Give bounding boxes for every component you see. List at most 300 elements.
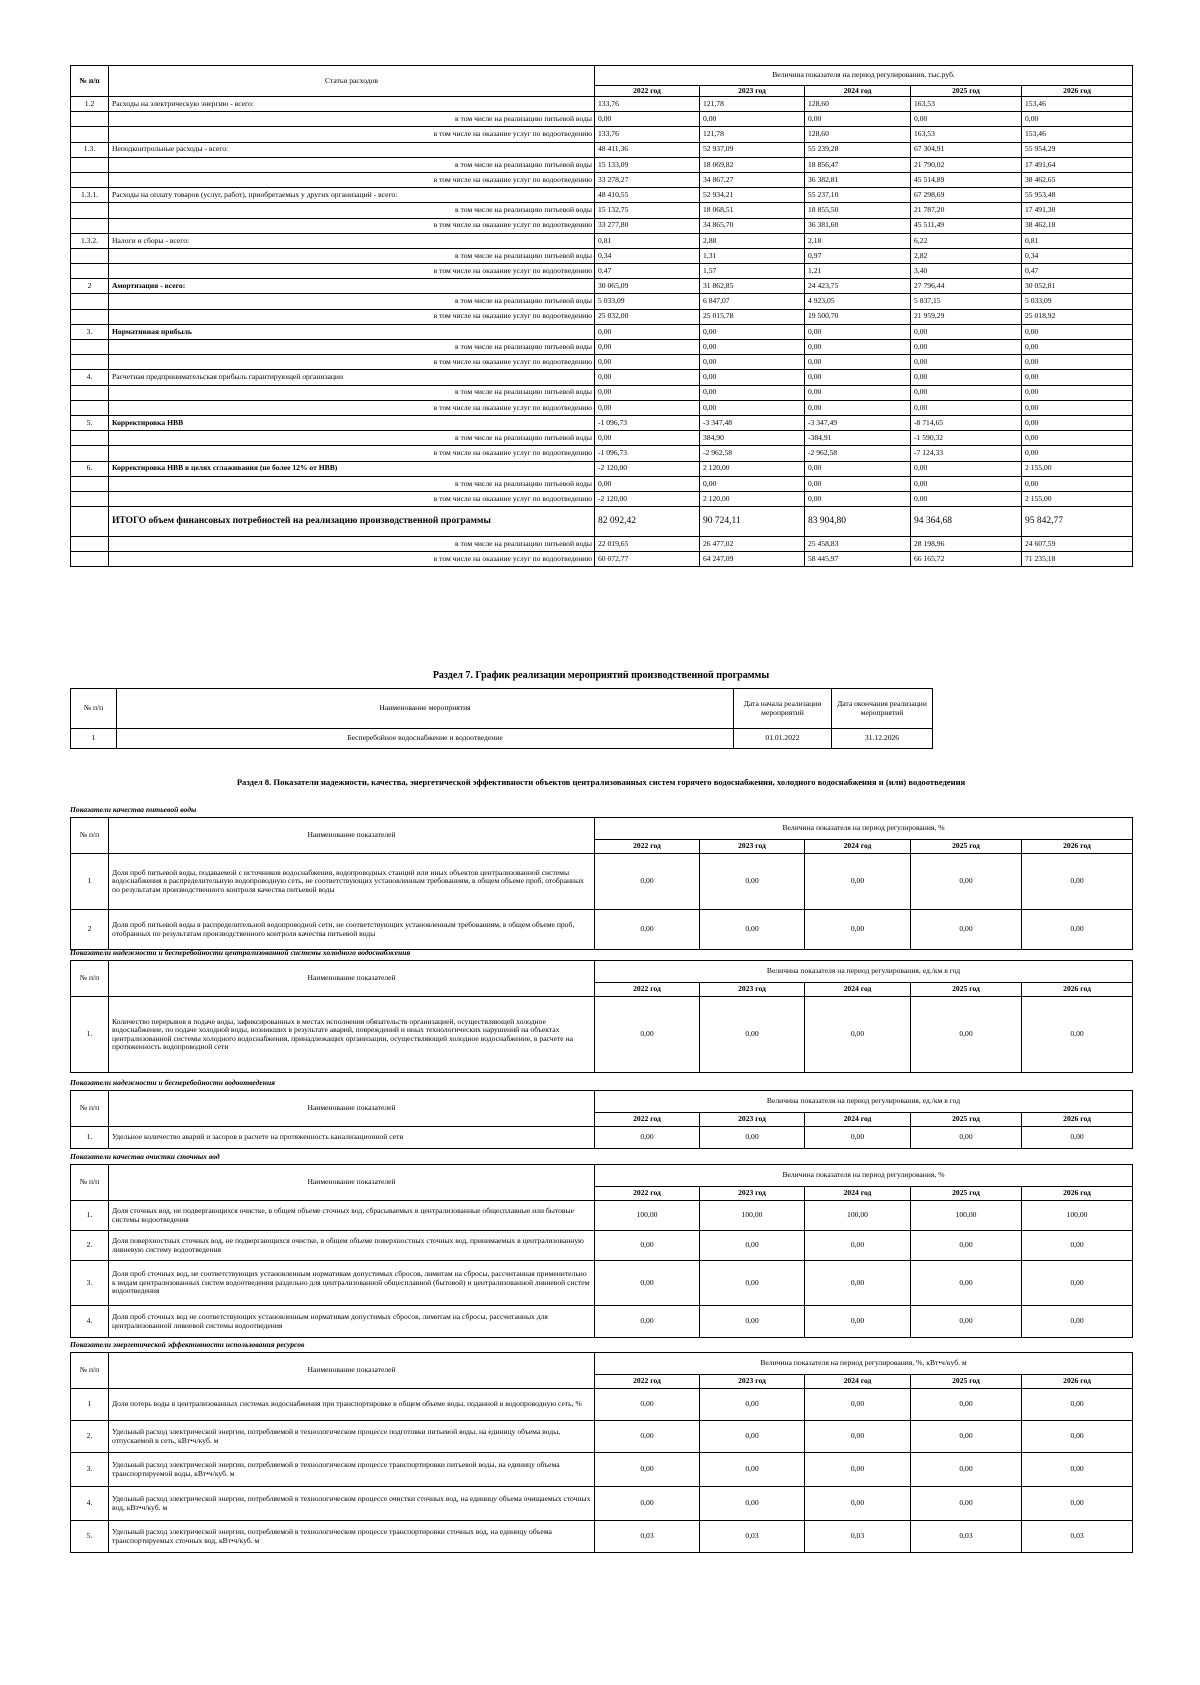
expenses-year-header: 2024 год — [805, 86, 911, 97]
indicator-row — [71, 910, 1133, 950]
expenses-row-value: -1 096,73 — [595, 415, 700, 430]
expenses-row-value: 38 462,65 — [1022, 172, 1133, 187]
indicator-year-header: 2025 год — [911, 983, 1022, 997]
indicator-year-header: 2024 год — [805, 983, 911, 997]
expenses-row-value: 0,00 — [911, 491, 1022, 506]
expenses-row-value: 0,00 — [700, 400, 805, 415]
indicator-row-label: Доля проб сточных вод, не соответствующих установленным нормативам допустимых сбросов, лимитам на сбросы, рассчитанная применительно к видам централизованных систем водоотведения раздельно для централизованной общесплавной (бытовой) и централизованной ливневой систем водоотведения — [109, 1261, 595, 1306]
expenses-row-value: 17 491,30 — [1022, 203, 1133, 218]
expenses-row-value: 31 862,85 — [700, 279, 805, 294]
indicator-row — [71, 1306, 1133, 1338]
expenses-row-value: 0,00 — [700, 370, 805, 385]
indicator-row-value: 0,00 — [595, 910, 700, 950]
indicator-year-header: 2024 год — [805, 1187, 911, 1201]
expenses-row-label: в том числе на реализацию питьевой воды — [109, 248, 595, 263]
expenses-row-value: 2,18 — [805, 233, 911, 248]
indicator-row-value: 0,00 — [1022, 854, 1133, 910]
schedule-num-header: № п/п — [71, 689, 117, 729]
expenses-row — [71, 476, 1133, 491]
indicator-row-num: 5. — [71, 1521, 109, 1553]
expenses-row-label: в том числе на реализацию питьевой воды — [109, 431, 595, 446]
indicator-row-value: 0,00 — [595, 1306, 700, 1338]
indicator-name-header: Наименование показателей — [109, 818, 595, 854]
indicator-num-header: № п/п — [71, 1353, 109, 1389]
indicator-row-label: Доля поверхностных сточных вод, не подвергающихся очистке, в общем объеме поверхностных сточных вод, принимаемых в централизованную ливневую систему водоотведения — [109, 1231, 595, 1261]
expenses-row — [71, 203, 1133, 218]
expenses-row-num: 5. — [71, 415, 109, 430]
expenses-total-value: 94 364,68 — [911, 507, 1022, 537]
indicator-row-value: 0,00 — [700, 1389, 805, 1421]
expenses-total-sub-value: 22 019,65 — [595, 537, 700, 552]
expenses-row-value: -3 347,48 — [700, 415, 805, 430]
expenses-row — [71, 233, 1133, 248]
indicator-row-value: 0,00 — [911, 1231, 1022, 1261]
expenses-total-value: 83 904,80 — [805, 507, 911, 537]
expenses-row-value: 48 411,36 — [595, 142, 700, 157]
expenses-row-value: 0,00 — [1022, 355, 1133, 370]
indicator-row-value: 0,00 — [805, 1127, 911, 1149]
expenses-row-num — [71, 248, 109, 263]
indicator-year-header: 2026 год — [1022, 1187, 1133, 1201]
indicator-row-value: 0,00 — [595, 1389, 700, 1421]
indicator-row-label: Удельный расход электрической энергии, потребляемой в технологическом процессе транспортировки сточных вод, на единицу объема транспортируемых сточных вод, кВт•ч/куб. м — [109, 1521, 595, 1553]
expenses-total-value: 82 092,42 — [595, 507, 700, 537]
expenses-row — [71, 370, 1133, 385]
expenses-row-value: 121,78 — [700, 97, 805, 112]
indicator-row-value: 0,00 — [1022, 997, 1133, 1073]
expenses-total-sub-value: 26 477,02 — [700, 537, 805, 552]
expenses-row-num: 1.3.2. — [71, 233, 109, 248]
expenses-row-num — [71, 294, 109, 309]
indicator-row-value: 0,00 — [805, 1421, 911, 1453]
indicator-row — [71, 1421, 1133, 1453]
indicator-period-header: Величина показателя на период регулирования, % — [595, 818, 1133, 840]
expenses-row-value: -3 347,49 — [805, 415, 911, 430]
indicator-row-value: 0,00 — [805, 1487, 911, 1521]
expenses-row-value: 0,00 — [700, 112, 805, 127]
expenses-row — [71, 491, 1133, 506]
expenses-row — [71, 461, 1133, 476]
indicator-row-label: Удельный расход электрической энергии, потребляемой в технологическом процессе очистки сточных вод, на единицу объема очищаемых сточных вод, кВт•ч/куб. м — [109, 1487, 595, 1521]
indicator-num-header: № п/п — [71, 1165, 109, 1201]
expenses-row-value: 6 847,07 — [700, 294, 805, 309]
expenses-total-sub-value: 71 235,18 — [1022, 552, 1133, 567]
expenses-year-header: 2023 год — [700, 86, 805, 97]
expenses-row-value: 18 069,82 — [700, 157, 805, 172]
indicator-row-value: 0,00 — [1022, 1421, 1133, 1453]
expenses-row-num — [71, 355, 109, 370]
indicator-row-value: 0,00 — [595, 1453, 700, 1487]
expenses-row-label: в том числе на оказание услуг по водоотведению — [109, 264, 595, 279]
expenses-row-value: 55 239,28 — [805, 142, 911, 157]
expenses-row-value: 163,53 — [911, 127, 1022, 142]
indicator-row-value: 0,00 — [700, 1261, 805, 1306]
indicator-row — [71, 1389, 1133, 1421]
expenses-row-value: 2,88 — [700, 233, 805, 248]
expenses-row-value: 0,34 — [1022, 248, 1133, 263]
expenses-row-value: 0,00 — [805, 400, 911, 415]
expenses-row-value: 5 837,15 — [911, 294, 1022, 309]
schedule-row-start: 01.01.2022 — [734, 729, 832, 749]
indicator-block-caption: Показатели качества очистки сточных вод — [70, 1152, 220, 1161]
indicator-row-value: 0,00 — [1022, 1306, 1133, 1338]
indicator-row-value: 0,00 — [700, 1231, 805, 1261]
expenses-row-label: в том числе на оказание услуг по водоотведению — [109, 309, 595, 324]
expenses-row-value: 0,00 — [911, 355, 1022, 370]
expenses-row-num — [71, 491, 109, 506]
expenses-row-value: 0,00 — [595, 370, 700, 385]
indicator-row-value: 100,00 — [1022, 1201, 1133, 1231]
expenses-row-label: Нормативная прибыль — [109, 324, 595, 339]
expenses-row-num — [71, 431, 109, 446]
expenses-total-sub-value: 60 072,77 — [595, 552, 700, 567]
indicator-row-value: 0,00 — [805, 1453, 911, 1487]
indicator-row-num: 3. — [71, 1453, 109, 1487]
section7-title: Раздел 7. График реализации мероприятий производственной программы — [432, 670, 770, 681]
expenses-row-value: 6,22 — [911, 233, 1022, 248]
indicator-row-value: 0,00 — [1022, 910, 1133, 950]
expenses-row-label: Расчетная предпринимательская прибыль гарантирующей организации — [109, 370, 595, 385]
expenses-row-value: 0,00 — [700, 324, 805, 339]
indicator-row — [71, 1261, 1133, 1306]
expenses-row-label: в том числе на оказание услуг по водоотведению — [109, 446, 595, 461]
expenses-total-sub-value: 64 247,09 — [700, 552, 805, 567]
expenses-row-value: 52 934,21 — [700, 188, 805, 203]
indicator-year-header: 2022 год — [595, 983, 700, 997]
indicator-row — [71, 854, 1133, 910]
indicator-row-num: 4. — [71, 1487, 109, 1521]
indicator-row-value: 0,00 — [805, 910, 911, 950]
indicator-table — [70, 817, 1133, 950]
expenses-row-value: 0,00 — [1022, 385, 1133, 400]
expenses-row-value: 25 032,00 — [595, 309, 700, 324]
expenses-row-value: 1,31 — [700, 248, 805, 263]
expenses-row — [71, 188, 1133, 203]
expenses-row-value: 0,97 — [805, 248, 911, 263]
expenses-row-value: 34 865,70 — [700, 218, 805, 233]
expenses-row-num — [71, 157, 109, 172]
indicator-row-value: 0,00 — [595, 1261, 700, 1306]
expenses-row-value: 36 381,60 — [805, 218, 911, 233]
indicator-year-header: 2025 год — [911, 1375, 1022, 1389]
expenses-row — [71, 415, 1133, 430]
expenses-row-value: -8 714,65 — [911, 415, 1022, 430]
indicator-year-header: 2025 год — [911, 840, 1022, 854]
expenses-row — [71, 142, 1133, 157]
indicator-table — [70, 1090, 1133, 1149]
expenses-row-value: 19 500,70 — [805, 309, 911, 324]
indicator-row-value: 0,00 — [805, 1231, 911, 1261]
indicator-row-value: 0,03 — [911, 1521, 1022, 1553]
expenses-header-row — [71, 66, 1133, 86]
expenses-row-label: в том числе на реализацию питьевой воды — [109, 203, 595, 218]
expenses-total-value: 90 724,11 — [700, 507, 805, 537]
expenses-row-value: 45 514,89 — [911, 172, 1022, 187]
expenses-row-value: -1 096,73 — [595, 446, 700, 461]
indicator-year-header: 2023 год — [700, 840, 805, 854]
expenses-row-value: 0,81 — [595, 233, 700, 248]
indicator-num-header: № п/п — [71, 1091, 109, 1127]
schedule-end-header: Дата окончания реализации мероприятий — [832, 689, 933, 729]
expenses-row-value: 0,00 — [805, 340, 911, 355]
expenses-row-value: 2,82 — [911, 248, 1022, 263]
expenses-row-value: 1,57 — [700, 264, 805, 279]
expenses-row-value: 0,00 — [911, 461, 1022, 476]
expenses-row-label: в том числе на оказание услуг по водоотведению — [109, 355, 595, 370]
indicator-table — [70, 960, 1133, 1073]
expenses-total-sub-num — [71, 552, 109, 567]
expenses-row-num — [71, 400, 109, 415]
expenses-period-header: Величина показателя на период регулирования, тыс.руб. — [595, 66, 1133, 86]
expenses-row-value: 133,76 — [595, 127, 700, 142]
expenses-row-value: 0,00 — [805, 112, 911, 127]
expenses-total-sub-value: 58 445,97 — [805, 552, 911, 567]
expenses-row-value: 0,00 — [911, 400, 1022, 415]
expenses-row-value: 30 065,09 — [595, 279, 700, 294]
expenses-row-value: 25 018,92 — [1022, 309, 1133, 324]
expenses-row-value: 55 237,10 — [805, 188, 911, 203]
indicator-row-value: 0,00 — [911, 1453, 1022, 1487]
expenses-row-value: 0,34 — [595, 248, 700, 263]
expenses-row-label: в том числе на реализацию питьевой воды — [109, 340, 595, 355]
indicator-row-value: 0,00 — [805, 1389, 911, 1421]
expenses-row-num — [71, 203, 109, 218]
expenses-row-value: 153,46 — [1022, 127, 1133, 142]
indicator-row-num: 2. — [71, 1231, 109, 1261]
indicator-row — [71, 1521, 1133, 1553]
indicator-row-num: 1. — [71, 1201, 109, 1231]
expenses-row-num — [71, 218, 109, 233]
indicator-row-value: 0,03 — [700, 1521, 805, 1553]
expenses-row-label: Расходы на электрическую энергию - всего: — [109, 97, 595, 112]
indicator-row-value: 100,00 — [700, 1201, 805, 1231]
expenses-row-num: 1.3.1. — [71, 188, 109, 203]
expenses-row-value: 27 796,44 — [911, 279, 1022, 294]
indicator-row-value: 0,00 — [700, 1453, 805, 1487]
expenses-row-value: 5 033,09 — [1022, 294, 1133, 309]
expenses-row-value: 18 856,47 — [805, 157, 911, 172]
expenses-row-value: 0,00 — [1022, 415, 1133, 430]
indicator-year-header: 2024 год — [805, 1113, 911, 1127]
indicator-row — [71, 1487, 1133, 1521]
expenses-row-value: 0,00 — [1022, 446, 1133, 461]
indicator-year-header: 2022 год — [595, 1375, 700, 1389]
indicator-row-label: Удельный расход электрической энергии, потребляемой в технологическом процессе транспортировки питьевой воды, на единицу объема транспортируемой воды, кВт•ч/куб. м — [109, 1453, 595, 1487]
expenses-row-value: 55 954,29 — [1022, 142, 1133, 157]
expenses-row — [71, 324, 1133, 339]
expenses-row-value: 0,00 — [1022, 370, 1133, 385]
indicator-row-value: 0,00 — [911, 1306, 1022, 1338]
indicator-row-value: 0,00 — [805, 1306, 911, 1338]
expenses-table — [70, 65, 1133, 567]
expenses-row-value: -2 962,58 — [805, 446, 911, 461]
indicator-row-num: 3. — [71, 1261, 109, 1306]
indicator-name-header: Наименование показателей — [109, 961, 595, 997]
expenses-num-header: № п/п — [71, 66, 109, 97]
expenses-row-value: -384,91 — [805, 431, 911, 446]
indicator-row-value: 100,00 — [595, 1201, 700, 1231]
indicator-year-header: 2024 год — [805, 840, 911, 854]
expenses-row — [71, 248, 1133, 263]
indicator-year-header: 2026 год — [1022, 1375, 1133, 1389]
indicator-year-header: 2024 год — [805, 1375, 911, 1389]
expenses-row-value: 0,00 — [700, 355, 805, 370]
expenses-row-value: 36 382,81 — [805, 172, 911, 187]
expenses-row — [71, 385, 1133, 400]
schedule-row-name: Бесперебойное водоснабжение и водоотведение — [117, 729, 734, 749]
expenses-row-label: Амортизация - всего: — [109, 279, 595, 294]
indicator-name-header: Наименование показателей — [109, 1091, 595, 1127]
expenses-row-num — [71, 446, 109, 461]
expenses-row-num — [71, 172, 109, 187]
indicator-block-caption: Показатели энергетической эффективности использования ресурсов — [70, 1340, 305, 1349]
indicator-row-label: Доля проб питьевой воды в распределительной водопроводной сети, не соответствующих установленным требованиям, в общем объеме проб, отобранных по результатам производственного контроля качества питьевой воды — [109, 910, 595, 950]
indicator-year-header: 2025 год — [911, 1187, 1022, 1201]
expenses-row-num — [71, 476, 109, 491]
expenses-row-value: 18 855,50 — [805, 203, 911, 218]
indicator-period-header: Величина показателя на период регулирования, ед./км в год — [595, 1091, 1133, 1113]
indicator-year-header: 2022 год — [595, 1113, 700, 1127]
indicator-row-label: Доля потерь воды в централизованных системах водоснабжения при транспортировке в общем объеме воды, поданной в водопроводную сеть, % — [109, 1389, 595, 1421]
expenses-total-sub-value: 25 458,83 — [805, 537, 911, 552]
indicator-row-value: 0,00 — [911, 910, 1022, 950]
expenses-total-sub-value: 28 198,96 — [911, 537, 1022, 552]
expenses-row-value: -1 590,32 — [911, 431, 1022, 446]
expenses-row-value: 384,90 — [700, 431, 805, 446]
expenses-row — [71, 294, 1133, 309]
expenses-row-value: 0,00 — [595, 476, 700, 491]
expenses-row-value: 38 462,18 — [1022, 218, 1133, 233]
expenses-row-num — [71, 264, 109, 279]
indicator-row-num: 1. — [71, 1127, 109, 1149]
expenses-total-sub-row — [71, 552, 1133, 567]
expenses-row-value: 0,00 — [805, 476, 911, 491]
expenses-total-value: 95 842,77 — [1022, 507, 1133, 537]
expenses-row-label: Корректировка НВВ в целях сглаживания (не более 12% от НВВ) — [109, 461, 595, 476]
expenses-row-value: 0,00 — [805, 355, 911, 370]
expenses-row-label: Корректировка НВВ — [109, 415, 595, 430]
expenses-total-sub-row — [71, 537, 1133, 552]
expenses-row-value: 2 155,00 — [1022, 491, 1133, 506]
indicator-period-header: Величина показателя на период регулирования, %, кВт•ч/куб. м — [595, 1353, 1133, 1375]
expenses-total-sub-num — [71, 537, 109, 552]
expenses-row-label: Расходы на оплату товаров (услуг, работ), приобретаемых у других организаций - всего: — [109, 188, 595, 203]
indicator-row-num: 1. — [71, 997, 109, 1073]
expenses-row-value: 0,00 — [1022, 431, 1133, 446]
indicator-row-label: Доля проб питьевой воды, подаваемой с источников водоснабжения, водопроводных станций или иных объектов централизованной системы водоснабжения в распределительную водопроводную сеть, не соответствующих установленным требованиям, в общем объеме проб, отобранных по результатам производственного контроля качества питьевой воды — [109, 854, 595, 910]
expenses-row-num — [71, 309, 109, 324]
expenses-row-label: в том числе на реализацию питьевой воды — [109, 112, 595, 127]
expenses-row — [71, 157, 1133, 172]
expenses-row-value: 0,00 — [911, 112, 1022, 127]
expenses-row-value: 21 787,20 — [911, 203, 1022, 218]
expenses-row-label: в том числе на оказание услуг по водоотведению — [109, 172, 595, 187]
expenses-row-value: 1,21 — [805, 264, 911, 279]
indicator-header-row — [71, 1091, 1133, 1113]
indicator-row-value: 0,00 — [805, 854, 911, 910]
expenses-row-value: 121,78 — [700, 127, 805, 142]
expenses-row-value: 48 410,55 — [595, 188, 700, 203]
expenses-row-value: 4 923,05 — [805, 294, 911, 309]
indicator-header-row — [71, 1165, 1133, 1187]
indicator-row-value: 0,00 — [700, 997, 805, 1073]
expenses-row-value: 0,00 — [805, 370, 911, 385]
expenses-row-value: 55 953,48 — [1022, 188, 1133, 203]
expenses-row-value: 0,00 — [595, 340, 700, 355]
expenses-row-label: в том числе на оказание услуг по водоотведению — [109, 491, 595, 506]
indicator-year-header: 2023 год — [700, 1375, 805, 1389]
expenses-row-value: 0,47 — [1022, 264, 1133, 279]
indicator-table — [70, 1352, 1133, 1553]
expenses-row-value: 0,00 — [805, 324, 911, 339]
expenses-row-value: -2 120,00 — [595, 491, 700, 506]
indicator-year-header: 2023 год — [700, 1113, 805, 1127]
expenses-row-label: в том числе на реализацию питьевой воды — [109, 294, 595, 309]
indicator-row-num: 4. — [71, 1306, 109, 1338]
expenses-row-value: 163,53 — [911, 97, 1022, 112]
expenses-year-header: 2025 год — [911, 86, 1022, 97]
expenses-row-num — [71, 340, 109, 355]
expenses-row-value: 33 278,27 — [595, 172, 700, 187]
expenses-row — [71, 172, 1133, 187]
expenses-row-value: 52 937,09 — [700, 142, 805, 157]
expenses-row-value: 0,00 — [700, 385, 805, 400]
indicator-row-label: Доля сточных вод, не подвергающихся очистке, в общем объеме сточных вод, сбрасываемых в централизованные общесплавные или бытовые системы водоотведения — [109, 1201, 595, 1231]
expenses-row — [71, 264, 1133, 279]
expenses-row-label: Неподконтрольные расходы - всего: — [109, 142, 595, 157]
indicator-row-label: Доля проб сточных вод не соответствующих установленным нормативам допустимых сбросов, лимитам на сбросы, рассчитанных для централизованной ливневой системы водоотведения — [109, 1306, 595, 1338]
indicator-row-value: 0,03 — [595, 1521, 700, 1553]
indicator-row-value: 0,00 — [1022, 1231, 1133, 1261]
indicator-row-value: 0,00 — [805, 1261, 911, 1306]
expenses-row-value: 45 511,49 — [911, 218, 1022, 233]
indicator-row-value: 0,03 — [1022, 1521, 1133, 1553]
indicator-row — [71, 1201, 1133, 1231]
indicator-year-header: 2022 год — [595, 840, 700, 854]
indicator-year-header: 2026 год — [1022, 1113, 1133, 1127]
indicator-name-header: Наименование показателей — [109, 1165, 595, 1201]
indicator-row — [71, 997, 1133, 1073]
indicator-row-value: 0,00 — [911, 854, 1022, 910]
expenses-row-value: 0,00 — [911, 324, 1022, 339]
expenses-row — [71, 340, 1133, 355]
indicator-header-row — [71, 1353, 1133, 1375]
expenses-row-value: 133,76 — [595, 97, 700, 112]
indicator-num-header: № п/п — [71, 818, 109, 854]
expenses-row-value: 2 120,00 — [700, 491, 805, 506]
indicator-row-value: 100,00 — [805, 1201, 911, 1231]
indicator-row-value: 100,00 — [911, 1201, 1022, 1231]
expenses-row-value: 0,00 — [595, 355, 700, 370]
expenses-total-sub-label: в том числе на реализацию питьевой воды — [109, 537, 595, 552]
expenses-total-sub-value: 66 165,72 — [911, 552, 1022, 567]
expenses-total-sub-value: 24 607,59 — [1022, 537, 1133, 552]
indicator-block-caption: Показатели надежности и бесперебойности централизованной системы холодного водоснабжения — [70, 948, 411, 957]
indicator-row-value: 0,00 — [911, 1261, 1022, 1306]
expenses-total-sub-label: в том числе на оказание услуг по водоотведению — [109, 552, 595, 567]
expenses-row-value: 67 304,91 — [911, 142, 1022, 157]
indicator-row-value: 0,00 — [805, 997, 911, 1073]
expenses-row — [71, 400, 1133, 415]
expenses-row-num: 2 — [71, 279, 109, 294]
section8-title: Раздел 8. Показатели надежности, качества, энергетической эффективности объектов централизованных систем горячего водоснабжения, холодного водоснабжения и (или) водоотведения — [236, 777, 966, 787]
expenses-row-label: в том числе на реализацию питьевой воды — [109, 476, 595, 491]
indicator-row-value: 0,00 — [700, 1421, 805, 1453]
expenses-row-value: 0,00 — [595, 112, 700, 127]
expenses-row-label: в том числе на оказание услуг по водоотведению — [109, 127, 595, 142]
indicator-row-num: 1 — [71, 1389, 109, 1421]
expenses-row-num: 1.3. — [71, 142, 109, 157]
